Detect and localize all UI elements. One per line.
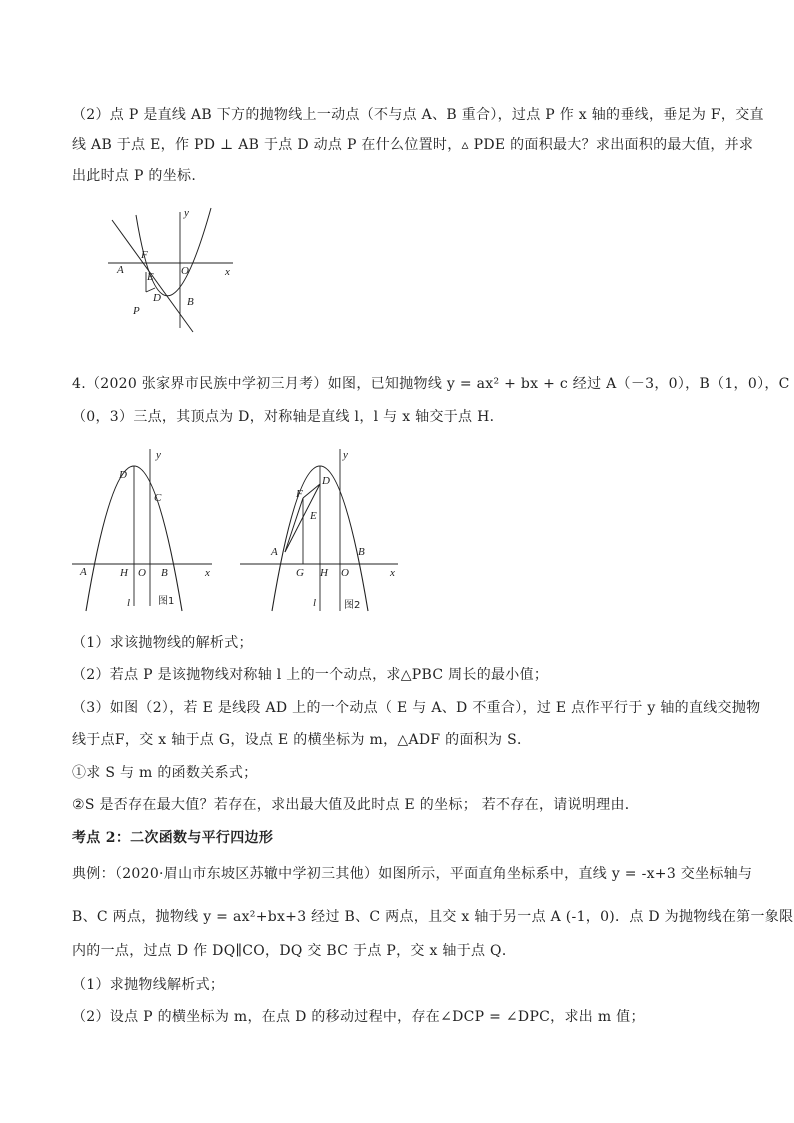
fig1-label-H: H xyxy=(120,567,128,579)
fig1-label-C: C xyxy=(154,492,162,504)
fig2-label-E: E xyxy=(310,510,317,522)
example-sub-2: （2）设点 P 的横坐标为 m，在点 D 的移动过程中，存在∠DCP = ∠DPC，求出 m 值； xyxy=(72,1009,645,1025)
fig1-label-x: x xyxy=(205,567,210,579)
fig1-caption: 图1 xyxy=(158,596,175,607)
fig-top-label-F: F xyxy=(141,249,148,261)
fig-top-label-D: D xyxy=(153,292,161,304)
part2-line-1: （2）点 P 是直线 AB 下方的抛物线上一动点（不与点 A、B 重合），过点 P 作 x 轴的垂线，垂足为 F，交直 xyxy=(72,107,764,123)
fig2-label-y: y xyxy=(343,449,348,461)
q4-sub-3a: （3）如图（2），若 E 是线段 AD 上的一个动点（ E 与 A、D 不重合），过 E 点作平行于 y 轴的直线交抛物 xyxy=(72,700,761,716)
q4-sub-2: （2）若点 P 是该抛物线对称轴 l 上的一个动点，求△PBC 周长的最小值； xyxy=(72,667,549,683)
figure-1 xyxy=(72,446,222,616)
fig-top-label-E: E xyxy=(147,271,154,283)
fig2-label-O: O xyxy=(341,567,349,579)
q4-sub-3-i: ①求 S 与 m 的函数关系式； xyxy=(72,765,258,781)
example-line-2: B、C 两点，抛物线 y = ax²+bx+3 经过 B、C 两点，且交 x 轴于另一点 A (-1，0)．点 D 为抛物线在第一象限 xyxy=(72,909,794,925)
fig-top-label-A: A xyxy=(117,264,124,276)
part2-line-2: 线 AB 于点 E，作 PD ⊥ AB 于点 D 动点 P 在什么位置时，▵ PDE 的面积最大？求出面积的最大值，并求 xyxy=(72,137,754,153)
fig2-caption: 图2 xyxy=(344,600,361,611)
fig-top-label-x: x xyxy=(225,266,230,278)
fig2-label-x: x xyxy=(390,567,395,579)
fig1-label-B: B xyxy=(161,567,168,579)
fig2-label-G: G xyxy=(296,567,304,579)
example-line-1: 典例：（2020·眉山市东坡区苏辙中学初三其他）如图所示，平面直角坐标系中，直线 y = -x+3 交坐标轴与 xyxy=(72,866,753,882)
example-sub-1: （1）求抛物线解析式； xyxy=(72,977,225,993)
fig1-label-O: O xyxy=(138,567,146,579)
fig2-label-l: l xyxy=(313,597,317,609)
kp2-title: 考点 2：二次函数与平行四边形 xyxy=(72,830,274,846)
q4-sub-3b: 线于点F，交 x 轴于点 G，设点 E 的横坐标为 m，△ADF 的面积为 S． xyxy=(72,732,532,748)
fig2-label-D: D xyxy=(322,475,330,487)
fig2-label-B: B xyxy=(358,546,365,558)
part2-line-3: 出此时点 P 的坐标. xyxy=(72,168,197,184)
fig2-label-A: A xyxy=(271,546,278,558)
example-line-3: 内的一点，过点 D 作 DQ∥CO，DQ 交 BC 于点 P，交 x 轴于点 Q． xyxy=(72,943,517,959)
fig-top-label-P: P xyxy=(133,305,140,317)
q4-line-1: 4.（2020 张家界市民族中学初三月考）如图，已知抛物线 y = ax² + bx + c 经过 A（－3，0），B（1，0），C xyxy=(72,376,790,392)
fig1-label-D: D xyxy=(119,469,127,481)
q4-sub-1: （1）求该抛物线的解析式； xyxy=(72,635,253,651)
fig-top-label-y: y xyxy=(184,207,189,219)
figure-parabola-ab xyxy=(108,200,268,350)
fig-top-label-O: O xyxy=(181,265,189,277)
fig1-label-y: y xyxy=(156,449,161,461)
q4-sub-3-ii: ②S 是否存在最大值？若存在，求出最大值及此时点 E 的坐标； 若不存在，请说明理由． xyxy=(72,797,640,813)
fig2-label-F: F xyxy=(296,488,303,500)
figure-2 xyxy=(240,446,410,616)
fig1-label-A: A xyxy=(80,566,87,578)
q4-line-2: （0，3）三点，其顶点为 D，对称轴是直线 l，l 与 x 轴交于点 H． xyxy=(72,409,504,425)
fig-top-label-B: B xyxy=(187,296,194,308)
fig2-label-H: H xyxy=(320,567,328,579)
fig1-label-l: l xyxy=(127,597,131,609)
